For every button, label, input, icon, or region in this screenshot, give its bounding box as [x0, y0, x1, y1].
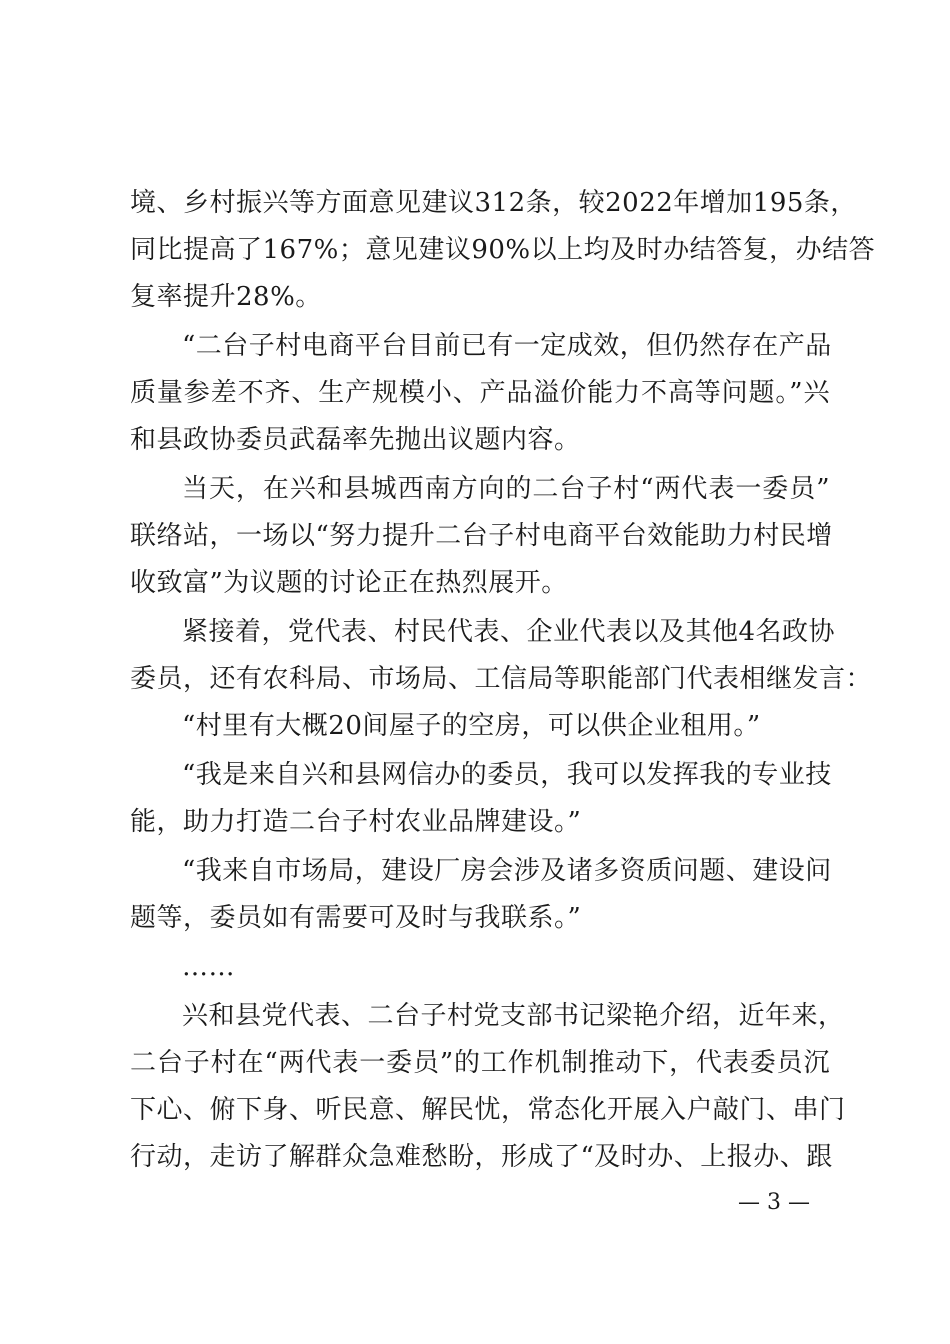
- page-number: — 3 —: [738, 1190, 810, 1215]
- paragraph-line: 二台子村在“两代表一委员”的工作机制推动下，代表委员沉: [130, 1048, 830, 1078]
- body-text: [130, 180, 876, 1181]
- paragraph-line: 题等，委员如有需要可及时与我联系。”: [130, 903, 582, 933]
- paragraph-line: 质量参差不齐、生产规模小、产品溢价能力不高等问题。”兴: [130, 378, 830, 408]
- paragraph-line: 复率提升28%。: [130, 282, 322, 312]
- paragraph-line: “二台子村电商平台目前已有一定成效，但仍然存在产品: [182, 331, 832, 361]
- paragraph-line: 境、乡村振兴等方面意见建议312条，较2022年增加195条，: [130, 188, 857, 218]
- paragraph-line: “我来自市场局，建设厂房会涉及诸多资质问题、建设问: [182, 856, 832, 886]
- paragraph-line: 下心、俯下身、听民意、解民忧，常态化开展入户敲门、串门: [130, 1095, 846, 1125]
- paragraph-line: “村里有大概20间屋子的空房，可以供企业租用。”: [182, 711, 761, 741]
- paragraph-line: 当天，在兴和县城西南方向的二台子村“两代表一委员”: [182, 474, 830, 504]
- paragraph-line: “我是来自兴和县网信办的委员，我可以发挥我的专业技: [182, 760, 832, 790]
- ellipsis-line: ……: [182, 952, 235, 982]
- paragraph-line: 紧接着，党代表、村民代表、企业代表以及其他4名政协: [182, 617, 836, 647]
- paragraph-line: 同比提高了167%；意见建议90%以上均及时办结答复，办结答: [130, 235, 876, 265]
- paragraph-line: 收致富”为议题的讨论正在热烈展开。: [130, 568, 568, 598]
- paragraph-line: 和县政协委员武磊率先抛出议题内容。: [130, 425, 581, 455]
- paragraph-line: 能，助力打造二台子村农业品牌建设。”: [130, 807, 582, 837]
- paragraph-line: 委员，还有农科局、市场局、工信局等职能部门代表相继发言：: [130, 664, 873, 694]
- paragraph-line: 联络站，一场以“努力提升二台子村电商平台效能助力村民增: [130, 521, 833, 551]
- paragraph-line: 兴和县党代表、二台子村党支部书记梁艳介绍，近年来，: [182, 1001, 845, 1031]
- paragraph-line: 行动，走访了解群众急难愁盼，形成了“及时办、上报办、跟: [130, 1142, 833, 1172]
